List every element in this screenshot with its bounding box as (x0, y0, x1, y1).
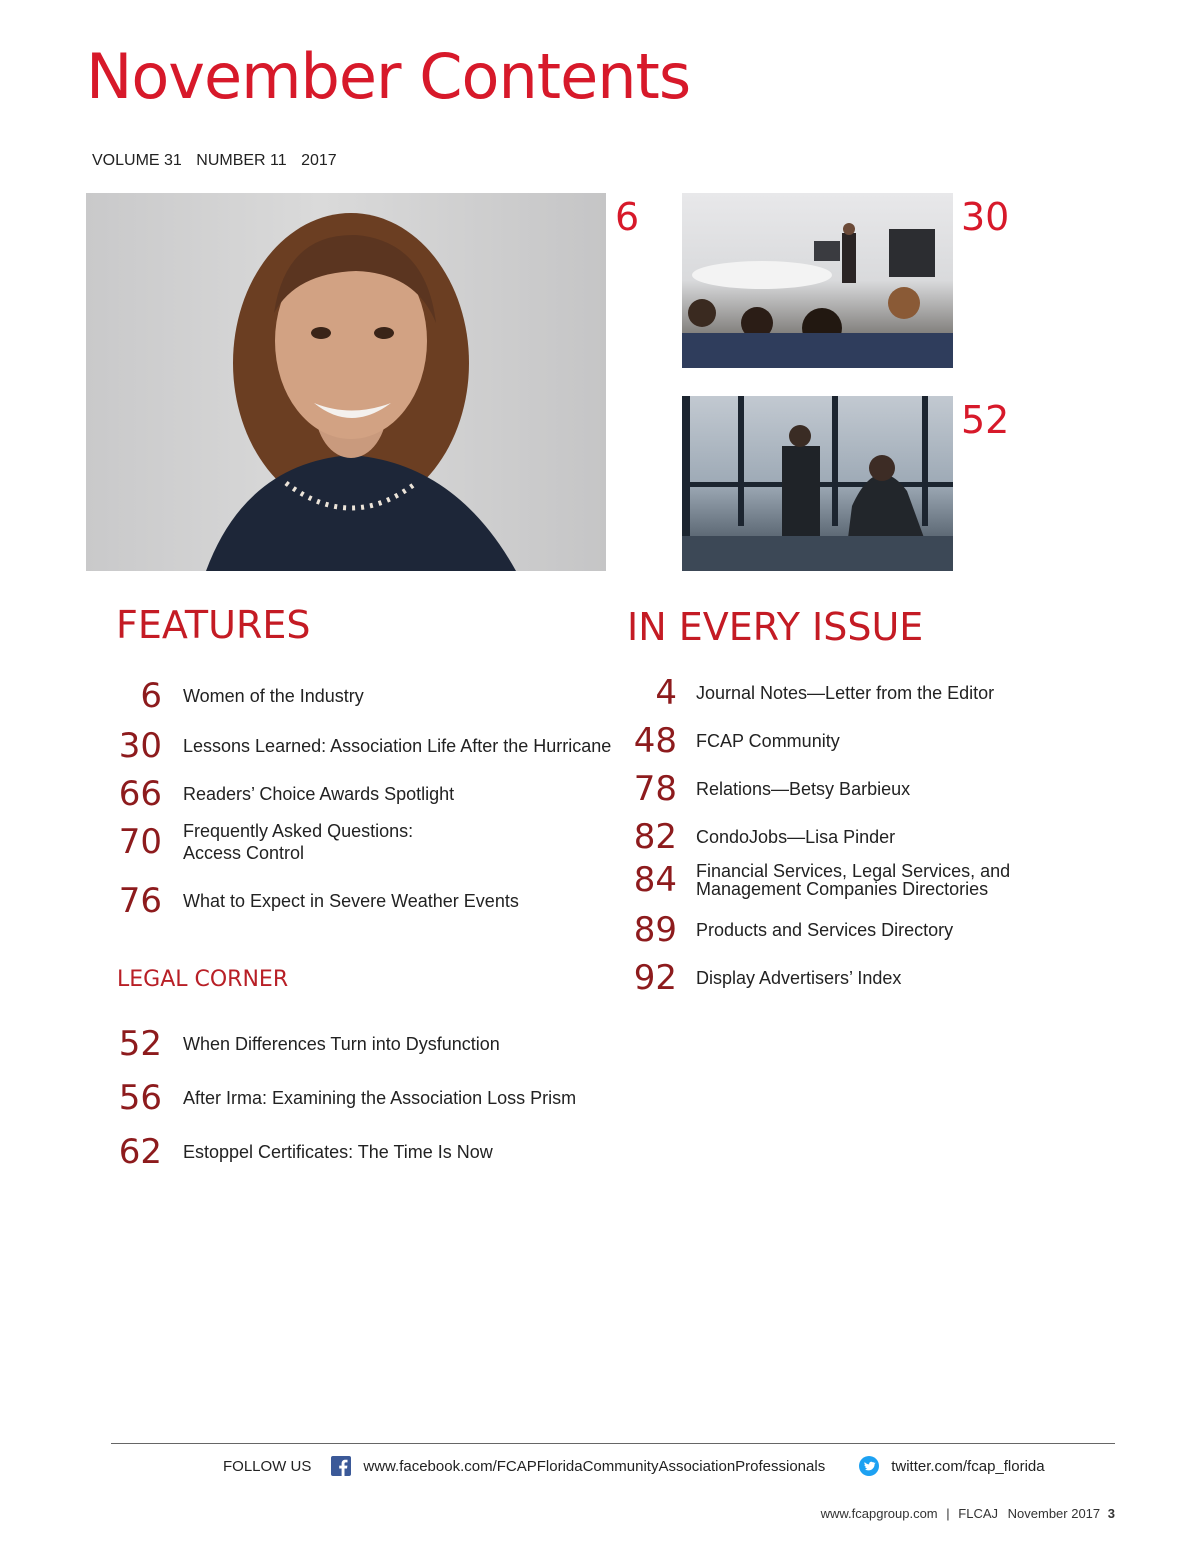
toc-page-number: 52 (118, 1024, 162, 1064)
toc-entry[interactable] (86, 881, 519, 921)
toc-entry[interactable] (587, 958, 902, 998)
footer-journal: FLCAJ (958, 1506, 999, 1521)
classroom-meeting-photo (682, 193, 953, 368)
toc-entry[interactable] (587, 769, 911, 809)
toc-entry[interactable] (86, 1078, 577, 1118)
twitter-icon[interactable] (859, 1456, 879, 1476)
toc-entry[interactable] (587, 910, 954, 950)
toc-title-line: Frequently Asked Questions: (183, 821, 414, 841)
toc-entry[interactable] (86, 774, 455, 814)
number-label: NUMBER 11 (196, 152, 287, 169)
toc-page-number: 76 (118, 881, 162, 921)
every-issue-heading: IN EVERY ISSUE (627, 605, 924, 649)
footer-issue: November 2017 (1007, 1506, 1101, 1521)
toc-title-line: Management Companies Directories (696, 879, 989, 899)
toc-page-number: 4 (655, 673, 677, 713)
toc-page-number: 30 (118, 726, 162, 766)
toc-title: Relations—Betsy Barbieux (696, 779, 911, 799)
toc-page-number: 62 (118, 1132, 162, 1172)
footer-site: www.fcapgroup.com (820, 1506, 938, 1521)
toc-title (183, 820, 413, 864)
meeting-photo-page-number: 30 (961, 195, 1010, 239)
toc-page-number: 92 (633, 958, 677, 998)
toc-page-number: 89 (633, 910, 677, 950)
twitter-link[interactable]: twitter.com/fcap_florida (891, 1457, 1045, 1475)
office-photo-page-number: 52 (961, 398, 1010, 442)
toc-title: FCAP Community (696, 731, 840, 751)
legal-corner-heading: LEGAL CORNER (117, 967, 289, 992)
follow-us-bar (223, 1456, 1045, 1476)
toc-title: Lessons Learned: Association Life After the Hurricane (183, 736, 612, 756)
facebook-link[interactable]: www.facebook.com/FCAPFloridaCommunityAssociationProfessionals (363, 1457, 826, 1475)
issue-info (92, 152, 347, 170)
toc-title: Display Advertisers’ Index (696, 968, 902, 988)
year-label: 2017 (301, 152, 337, 169)
footer-page-number: 3 (1107, 1506, 1115, 1521)
toc-entry[interactable] (86, 820, 413, 864)
footer-separator: | (946, 1506, 950, 1521)
toc-entry[interactable] (587, 721, 840, 761)
facebook-icon[interactable] (331, 1456, 351, 1476)
toc-page-number: 70 (118, 822, 162, 862)
toc-page-number: 66 (118, 774, 162, 814)
office-conflict-photo (682, 396, 953, 571)
toc-title: CondoJobs—Lisa Pinder (696, 827, 896, 847)
page-title: November Contents (86, 40, 691, 113)
toc-title: What to Expect in Severe Weather Events (183, 891, 519, 911)
toc-title: Products and Services Directory (696, 920, 954, 940)
follow-us-label: FOLLOW US (223, 1457, 312, 1475)
woman-photo-page-number: 6 (615, 195, 640, 239)
toc-title: Readers’ Choice Awards Spotlight (183, 784, 455, 804)
toc-page-number: 6 (140, 676, 162, 716)
toc-entry[interactable] (86, 1024, 500, 1064)
toc-title: When Differences Turn into Dysfunction (183, 1034, 500, 1054)
toc-title-line: Financial Services, Legal Services, and (696, 861, 1011, 881)
toc-page-number: 82 (633, 817, 677, 857)
toc-entry[interactable] (86, 726, 612, 766)
toc-entry[interactable] (587, 673, 995, 713)
toc-entry[interactable] (86, 1132, 493, 1172)
toc-title: Journal Notes—Letter from the Editor (696, 683, 995, 703)
toc-title: Women of the Industry (183, 686, 364, 706)
toc-entry[interactable] (587, 817, 896, 857)
toc-title (696, 862, 1010, 898)
toc-title: After Irma: Examining the Association Loss Prism (183, 1088, 577, 1108)
toc-page-number: 78 (633, 769, 677, 809)
toc-title: Estoppel Certificates: The Time Is Now (183, 1142, 493, 1162)
volume-label: VOLUME 31 (92, 152, 182, 169)
woman-portrait-photo (86, 193, 606, 571)
footer-divider (111, 1443, 1115, 1444)
features-heading: FEATURES (116, 603, 311, 647)
page-footer (821, 1506, 1115, 1521)
toc-page-number: 48 (633, 721, 677, 761)
toc-entry[interactable] (86, 676, 364, 716)
toc-page-number: 56 (118, 1078, 162, 1118)
toc-title-line: Access Control (183, 843, 305, 863)
toc-entry[interactable] (587, 862, 1010, 898)
toc-page-number: 84 (633, 860, 677, 900)
